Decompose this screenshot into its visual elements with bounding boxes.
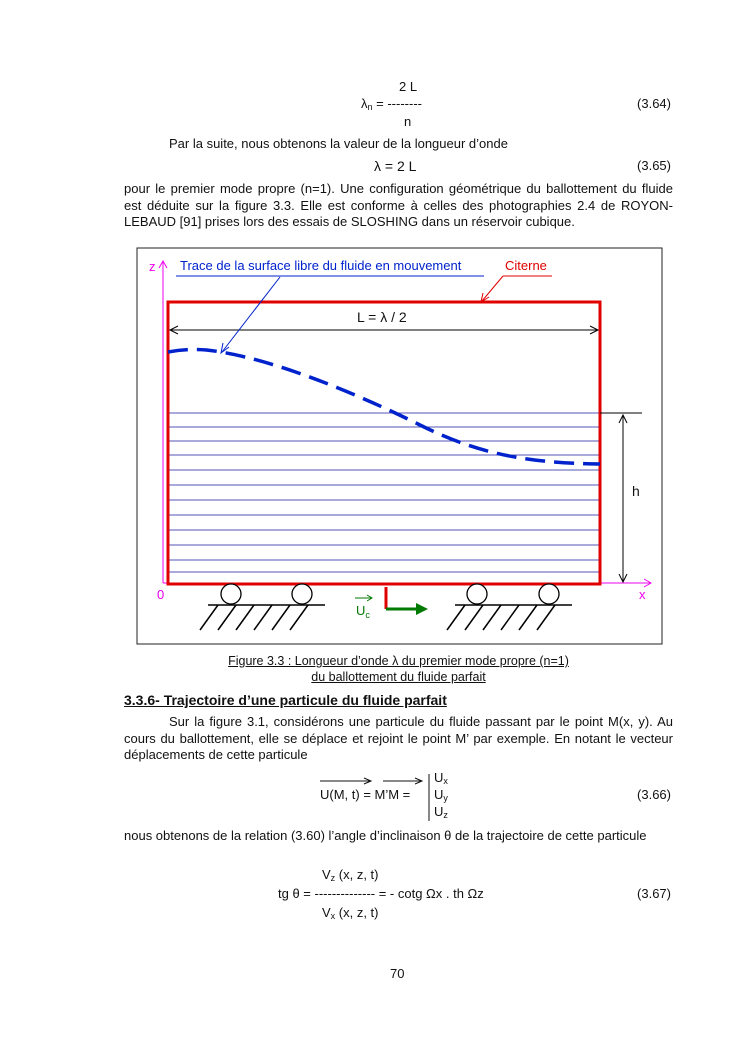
velocity-label: $U_c$ (356, 603, 370, 620)
eq367-numerator: $V_z$ (x, z, t) (322, 867, 379, 883)
free-surface-wave (168, 350, 600, 464)
length-label: L = λ / 2 (357, 309, 407, 325)
height-label: h (632, 483, 640, 499)
origin-label: 0 (157, 587, 165, 602)
eq366-uz: $U_z$ (434, 804, 448, 820)
eq367-denominator: $V_x$ (x, z, t) (322, 905, 379, 921)
figure-caption-line1: Figure 3.3 : Longueur d’onde λ du premier mode propre (n=1) (228, 654, 569, 668)
paragraph-1: Par la suite, nous obtenons la valeur de la longueur d’onde (169, 136, 508, 151)
eq365-expr: λ = 2 L (374, 158, 417, 174)
eq365-number: (3.65) (637, 158, 671, 173)
eq364-lambda: λ (361, 96, 368, 111)
eq364-rhs: = -------- (376, 96, 422, 111)
page-number: 70 (390, 966, 405, 981)
eq367-main: tg θ = -------------- = - cotg Ωx . th Ωz (278, 886, 484, 901)
fluid-lines (168, 413, 600, 572)
trace-pointer (222, 277, 280, 352)
z-axis-label: z (149, 259, 156, 274)
citerne-pointer (482, 276, 503, 301)
eq366-ux: $U_x$ (434, 770, 448, 786)
eq364-numerator: 2 L (399, 79, 418, 94)
eq367-number: (3.67) (637, 886, 671, 901)
wheels (221, 584, 559, 604)
section-heading: 3.3.6- Trajectoire d’une particule du fluide parfait (124, 692, 447, 708)
eq366-number: (3.66) (637, 787, 671, 802)
eq366-lhs: U(M, t) = M’M = (320, 787, 411, 802)
eq364-denominator: n (404, 114, 412, 129)
paragraph-2: pour le premier mode propre (n=1). Une configuration géométrique du ballottement du fluide est déduite sur la figure 3.3. Elle est conforme à celles des photographies 2.4 de ROYON-LEBAUD [91] prises lors des essais de SLOSHING dans un réservoir cubique. (124, 181, 673, 229)
tank-citerne (168, 302, 600, 584)
paragraph-4: nous obtenons de la relation (3.60) l’angle d’inclinaison θ de la trajectoire de cette particule (124, 828, 647, 843)
figure-caption-line2: du ballottement du fluide parfait (311, 670, 486, 684)
eq366-uy: $U_y$ (434, 787, 448, 803)
paragraph-3: Sur la figure 3.1, considérons une particule du fluide passant par le point M(x, y). Au cours du ballottement, elle se déplace et rejoint le point M’ par exemple. En notant le vecteur déplacements de cette particule (124, 714, 673, 762)
eq364-sub: n (367, 102, 373, 112)
eq364-number: (3.64) (637, 96, 671, 111)
citerne-label: Citerne (505, 258, 547, 273)
x-axis-label: x (639, 587, 646, 602)
trace-label: Trace de la surface libre du fluide en mouvement (180, 258, 462, 273)
